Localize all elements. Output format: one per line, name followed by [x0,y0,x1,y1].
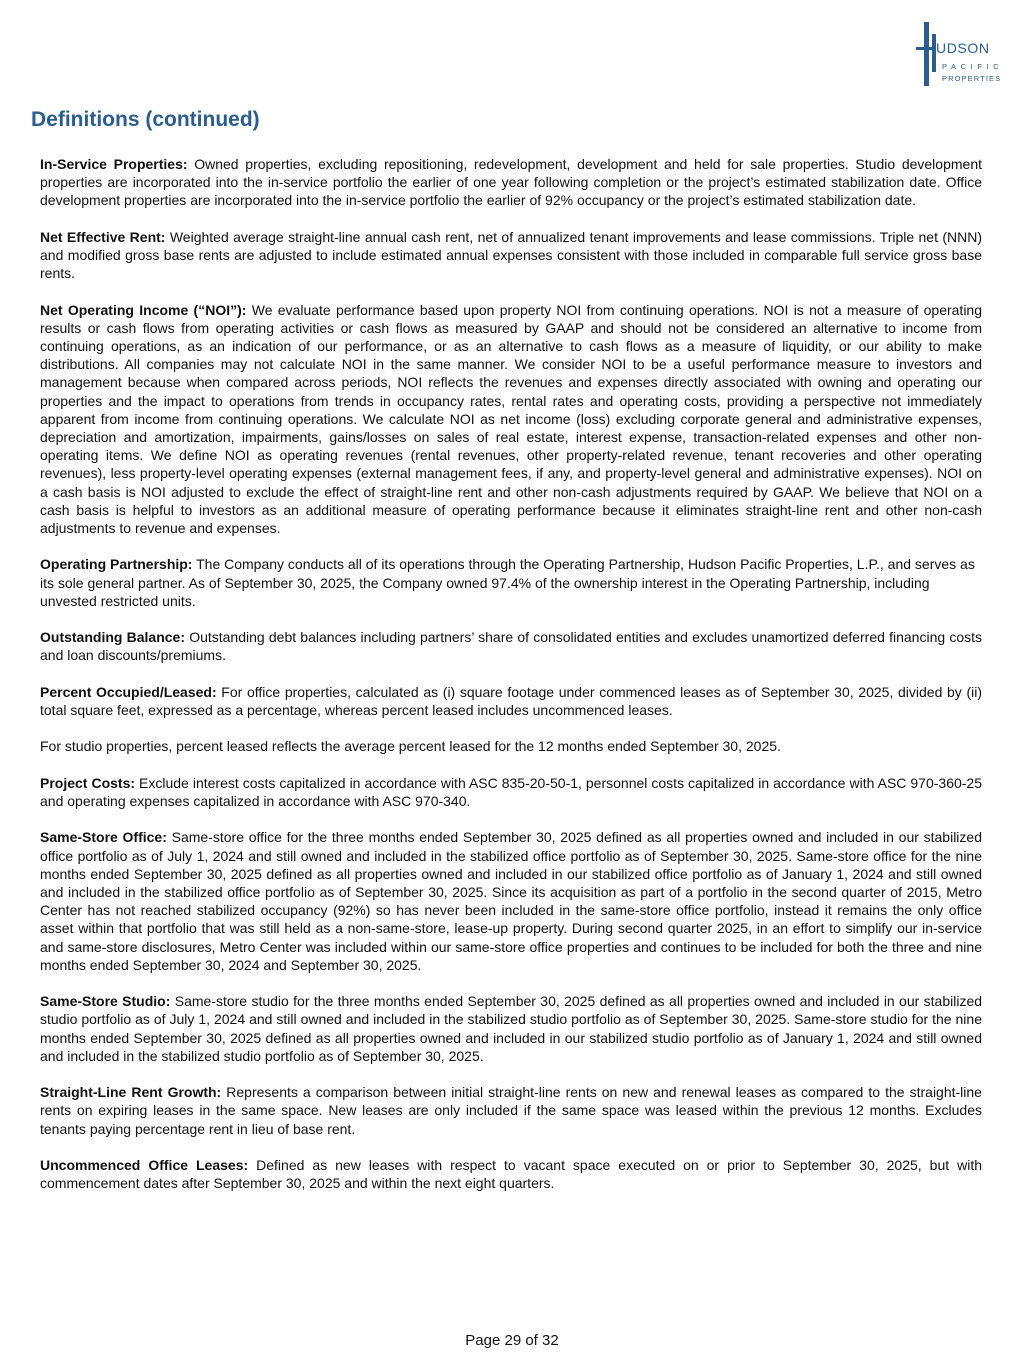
definition-term: In-Service Properties: [40,156,188,172]
definition-studio-percent-leased [40,737,982,755]
definition-text: For studio properties, percent leased reflects the average percent leased for the 12 months ended September 30, 2025. [40,738,781,755]
company-logo [914,20,1004,90]
definition-term: Straight-Line Rent Growth: [40,1084,222,1101]
logo-word-hudson: UDSON [936,40,990,56]
definition-straight-line-rent-growth [40,1083,982,1138]
definition-text: Same-store office for the three months ended September 30, 2025 defined as all properties owned and included in our stabilized office portfolio as of July 1, 2024 and still owned and included in the stabilized office portfolio as of September 30, 2025. Same-store office for the nine months ended September 30, 2025 defined as all properties owned and included in our stabilized office portfolio as of January 1, 2024 and still owned and included in the stabilized office portfolio as of September 30, 2025. Since its acquisition as part of a portfolio in the second quarter of 2015, Metro Center has not reached stabilized occupancy (92%) so has never been included in the same-store office portfolio, instead it remains the only office asset within that portfolio that was still held as a non-same-store, lease-up property. During second quarter 2025, in an effort to simplify our in-service and same-store disclosures, Metro Center was included within our same-store office properties and continues to be included for both the three and nine months ended September 30, 2024 and September 30, 2025. [40,829,982,973]
definition-net-operating-income [40,301,982,538]
definition-term: Project Costs: [40,774,136,791]
definition-term: Net Operating Income (“NOI”): [40,301,247,318]
definition-text: Represents a comparison between initial straight-line rents on new and renewal leases as compared to the straight-line rents on expiring leases in the same space. New leases are only included if the same space was leased within the previous 12 months. Excludes tenants paying percentage rent in lieu of base rent. [40,1084,982,1137]
definition-same-store-office [40,828,982,974]
definition-text: Owned properties, excluding repositioning, redevelopment, development and held for sale properties. Studio development properties are incorporated into the in-service portfolio the earlier of one year following completion or the project’s estimated stabilization date. Office development properties are incorporated into the in-service portfolio the earlier of 92% occupancy or the project’s estimated stabilization date. [40,156,982,209]
definition-percent-occupied-leased [40,683,982,719]
definition-text: Exclude interest costs capitalized in accordance with ASC 835-20-50-1, personnel costs capitalized in accordance with ASC 970-360-25 and operating expenses capitalized in accordance with ASC 970-340. [40,774,982,809]
definition-text: Outstanding debt balances including partners’ share of consolidated entities and excludes unamortized deferred financing costs and loan discounts/premiums. [40,629,983,664]
definition-term: Same-Store Office: [40,829,167,846]
page-title: Definitions (continued) [31,108,260,131]
definition-term: Percent Occupied/Leased: [40,683,217,700]
definition-term: Outstanding Balance: [40,629,185,646]
logo-word-pacific: PACIFIC [942,62,1004,71]
definition-term: Uncommenced Office Leases: [40,1157,249,1173]
definition-project-costs [40,774,982,810]
definition-text: Same-store studio for the three months ended September 30, 2025 defined as all properties owned and included in our stabilized studio portfolio as of July 1, 2024 and still owned and included in the stabilized studio portfolio as of September 30, 2025. Same-store studio for the nine months ended September 30, 2025 defined as all properties owned and included in our stabilized studio portfolio as of January 1, 2024 and still owned and included in the stabilized studio portfolio as of September 30, 2025. [40,993,983,1064]
definition-text: We evaluate performance based upon property NOI from continuing operations. NOI is not a measure of operating results or cash flows from operating activities or cash flows as measured by GAAP and should not be considered an alternative to income from continuing operations, as an indication of our performance, or as an alternative to cash flows as a measure of liquidity, or our ability to make distributions. All companies may not calculate NOI in the same manner. We consider NOI to be a useful performance measure to investors and management because when compared across periods, NOI reflects the revenues and expenses directly associated with owning and operating our properties and the impact to operations from trends in occupancy rates, rental rates and operating costs, providing a perspective not immediately apparent from income from continuing operations. We calculate NOI as net income (loss) excluding corporate general and administrative expenses, depreciation and amortization, impairments, gains/losses on sales of real estate, interest expense, transaction-related expenses and other non-operating items. We define NOI as operating revenues (rental revenues, other property-related revenue, tenant recoveries and other operating revenues), less property-level operating expenses (external management fees, if any, and property-level general and administrative expenses). NOI on a cash basis is NOI adjusted to exclude the effect of straight-line rent and other non-cash adjustments required by GAAP. We believe that NOI on a cash basis is helpful to investors as an additional measure of operating performance because it eliminates straight-line rent and other non-cash adjustments to revenue and expenses. [40,301,983,537]
definition-text: For office properties, calculated as (i) square footage under commenced leases as of September 30, 2025, divided by (ii) total square feet, expressed as a percentage, whereas percent leased includes uncommenced leases. [40,683,983,719]
logo-word-properties: PROPERTIES [942,74,1002,83]
definition-uncommenced-office-leases [40,1156,982,1192]
definition-same-store-studio [40,992,982,1065]
definition-text: Defined as new leases with respect to vacant space executed on or prior to September 30, 2025, but with commencement dates after September 30, 2025 and within the next eight quarters. [40,1157,982,1192]
definition-text: Weighted average straight-line annual cash rent, net of annualized tenant improvements and lease commissions. Triple net (NNN) and modified gross base rents are adjusted to include estimated annual expenses consistent with those included in comparable full service gross base rents. [40,228,983,282]
definition-net-effective-rent [40,228,982,283]
definition-term: Operating Partnership: [40,556,193,573]
definition-outstanding-balance [40,628,982,664]
definition-in-service-properties [40,155,982,210]
page-number: Page 29 of 32 [465,1332,559,1349]
definition-operating-partnership [40,555,982,610]
definition-text: The Company conducts all of its operations through the Operating Partnership, Hudson Pacific Properties, L.P., and serves as its sole general partner. As of September 30, 2025, the Company owned 97.4% of the ownership interest in the Operating Partnership, including unvested restricted units. [40,556,975,609]
definition-term: Same-Store Studio: [40,993,171,1010]
definitions-list [40,155,982,1211]
definition-term: Net Effective Rent: [40,228,166,245]
